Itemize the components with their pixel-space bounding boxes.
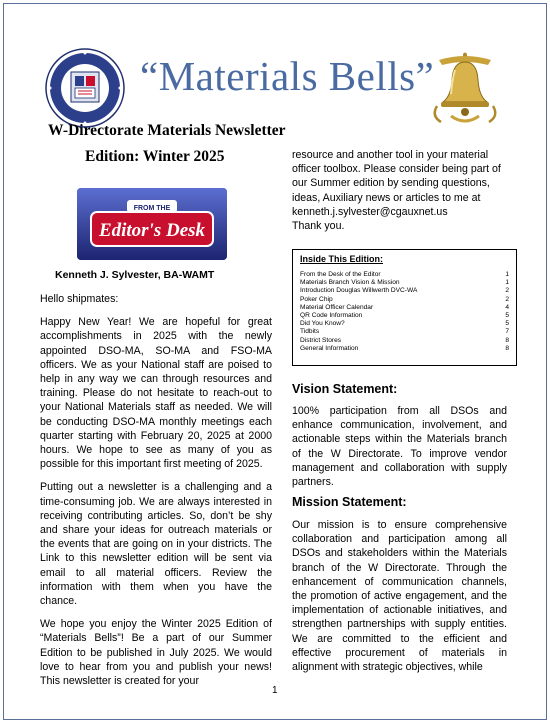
mission-heading: Mission Statement:	[292, 495, 407, 509]
badge-main-text: Editor's Desk	[98, 220, 206, 241]
mission-text: Our mission is to ensure comprehensive collaboration and participation among all DSOs and stakeholders within the Materials branch of the W Directorate. Through the enhancement of communication channels, the promotion of active engagement, and the implementation of actionable initiatives, and strengthen partnerships with supply entities. We are committed to the efficient and effective procurement of materials in alignment with strategic objectives, while	[292, 519, 507, 674]
toc-item[interactable]: General Information 8	[300, 344, 509, 352]
toc-item[interactable]: Introduction Douglas Willwerth DVC-WA 2	[300, 287, 509, 295]
toc-item[interactable]: Material Officer Calendar 4	[300, 303, 509, 311]
toc-item[interactable]: QR Code Information 5	[300, 312, 509, 320]
author-name: Kenneth J. Sylvester, BA-WAMT	[55, 269, 215, 281]
toc-item[interactable]: District Stores 8	[300, 336, 509, 344]
continuation-text: resource and another tool in your material officer toolbox. Please consider being part of our Summer edition by sending questions, ideas, Auxiliary news or articles to me at kenneth.j.sylvester@cgauxnet.us	[292, 149, 501, 218]
auxiliary-seal-icon	[45, 48, 125, 128]
toc-item[interactable]: Poker Chip 2	[300, 295, 509, 303]
toc-item[interactable]: Materials Branch Vision & Mission 1	[300, 279, 509, 287]
right-column-continuation	[292, 148, 507, 233]
paragraph-2: Putting out a newsletter is a challenging and a time-consuming job. We are always interested in receiving contributing articles. So, don’t be shy and share your ideas for outreach materials or the events that are going on in your districts. The Link to this newsletter edition will be sent via email to all material officers. Review the information with them when you have the chance.	[40, 481, 272, 608]
toc-item[interactable]: From the Desk of the Editor 1	[300, 271, 509, 278]
newsletter-title: W-Directorate Materials Newsletter	[48, 122, 286, 139]
toc-list	[300, 271, 509, 353]
thank-you: Thank you.	[292, 220, 345, 233]
toc-item[interactable]: Tidbits 7	[300, 328, 509, 336]
editors-desk-graphic	[77, 188, 227, 260]
editors-desk-badge	[77, 188, 227, 260]
paragraph-3: We hope you enjoy the Winter 2025 Edition of “Materials Bells”! Be a part of our Summer Edition to be published in July 2025. We would love to hear from you and publish your news! This newsletter is created for your	[40, 618, 272, 688]
paragraph-1: Happy New Year! We are hopeful for great accomplishments in 2025 with the newly appointed DSO-MA, SO-MA and FSO-MA officers. We as your National staff are poised to help in any way we can through resources and training. Please do not hesitate to reach-out to your National Materials staff as needed. We will be conducting DSO-MA monthly meetings each quarter starting with February 20, 2025 at 2000 hours. We hope to see as many of you as possible for this important first meeting of 2025.	[40, 316, 272, 471]
page-number: 1	[272, 685, 278, 696]
vision-heading: Vision Statement:	[292, 382, 398, 396]
toc-title: Inside This Edition:	[300, 254, 383, 264]
newsletter-edition: Edition: Winter 2025	[85, 148, 225, 165]
table-of-contents	[292, 249, 517, 366]
vision-text: 100% participation from all DSOs and enhance communication, involvement, and actionable steps within the Materials branch of the W Directorate. To improve vendor management and collaboration with supply partners.	[292, 405, 507, 489]
badge-top-text: FROM THE	[133, 205, 171, 212]
toc-item[interactable]: Did You Know? 5	[300, 320, 509, 328]
left-column	[40, 292, 272, 697]
masthead-title: “Materials Bells”	[140, 53, 435, 99]
greeting: Hello shipmates:	[40, 293, 119, 305]
ship-bell-icon	[425, 50, 505, 128]
